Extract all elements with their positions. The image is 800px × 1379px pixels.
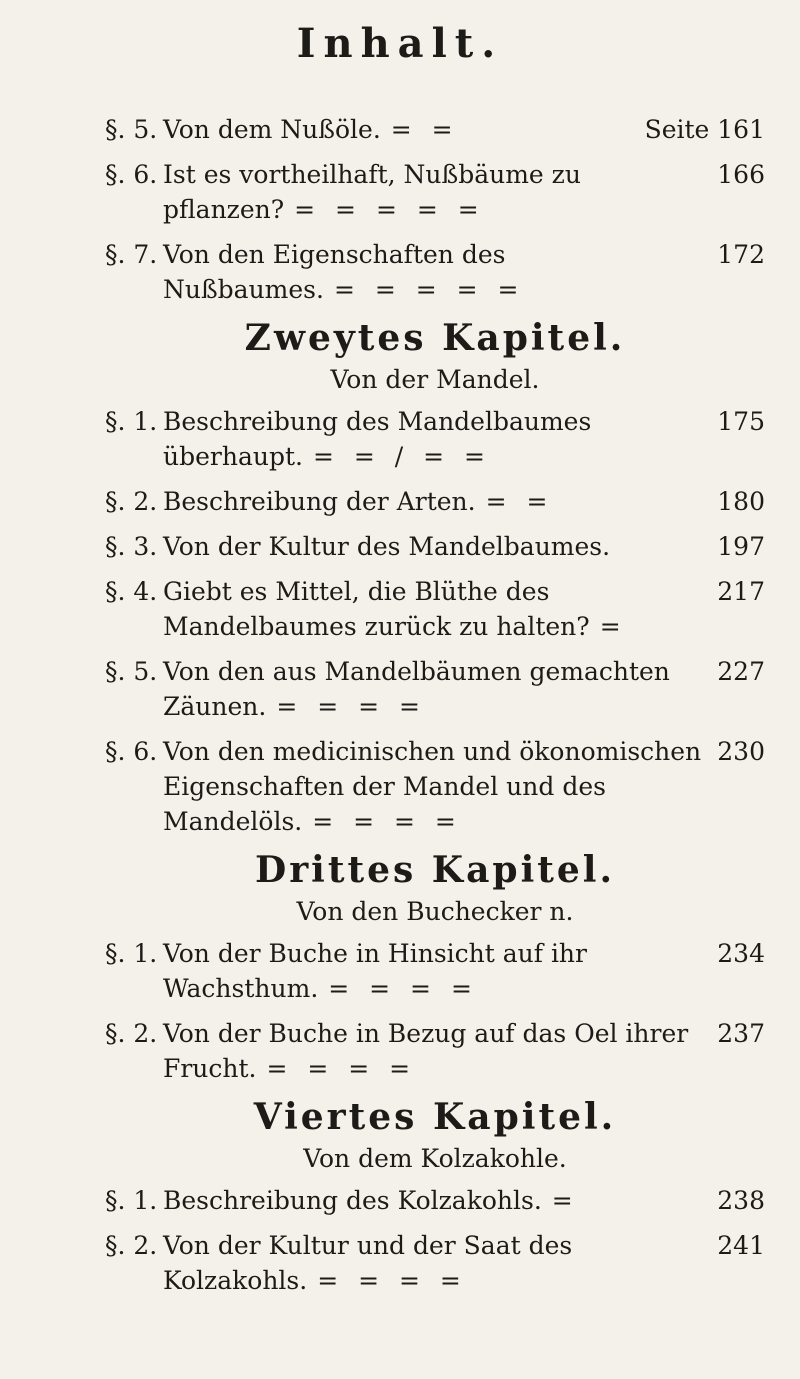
page-number: Seite 161: [644, 115, 765, 144]
entry-text: Giebt es Mittel, die Blüthe des Mandelbaumes zurück zu halten?: [163, 577, 590, 641]
entry-text: Von der Kultur und der Saat des Kolzakohls.: [163, 1231, 573, 1295]
chapter-subtitle: Von den Buchecker n.: [296, 897, 574, 926]
running-head: Inhalt.: [296, 20, 504, 67]
toc-entry: [105, 484, 765, 519]
page-number: 172: [717, 240, 765, 269]
toc-entry: [105, 654, 765, 724]
entry-text: Von der Kultur des Mandelbaumes.: [163, 532, 611, 561]
section-number: §. 1.: [105, 1186, 158, 1215]
entry-text: Von dem Nußöle.: [163, 115, 381, 144]
section-number: §. 1.: [105, 407, 158, 436]
entry-text: Von den aus Mandelbäumen gemachten Zäunen.: [163, 657, 670, 721]
toc-entry: [105, 936, 765, 1006]
page-number: 234: [717, 939, 765, 968]
dot-leaders: = = = = =: [333, 275, 525, 304]
dot-leaders: = = = =: [328, 974, 478, 1003]
dot-leaders: =: [599, 612, 627, 641]
dot-leaders: = = = =: [266, 1054, 417, 1083]
dot-leaders: = = = =: [317, 1266, 467, 1295]
page-number: 241: [717, 1231, 765, 1260]
page-number: 237: [717, 1019, 765, 1048]
section-number: §. 6.: [105, 160, 158, 189]
entry-text: Beschreibung des Kolzakohls.: [163, 1186, 542, 1215]
page-number: 197: [717, 532, 765, 561]
entry-text: Beschreibung des Mandelbaumes überhaupt.: [163, 407, 592, 471]
entry-text: Von der Buche in Bezug auf das Oel ihrer Frucht.: [163, 1019, 689, 1083]
section-number: §. 5.: [105, 115, 158, 144]
section-number: §. 1.: [105, 939, 158, 968]
toc-entry: [105, 574, 765, 644]
chapter-title: Drittes Kapitel.: [254, 849, 616, 891]
chapter-title: Viertes Kapitel.: [253, 1096, 617, 1138]
toc-entry: [105, 734, 765, 839]
dot-leaders: = =: [390, 115, 459, 144]
dot-leaders: = = = =: [276, 692, 426, 721]
page-number: 166: [717, 160, 765, 189]
section-number: §. 5.: [105, 657, 158, 686]
toc-entry: [105, 157, 765, 227]
dot-leaders: = =: [485, 487, 554, 516]
section-number: §. 6.: [105, 737, 158, 766]
entry-text: Von der Buche in Hinsicht auf ihr Wachsthum.: [163, 939, 587, 1003]
section-number: §. 2.: [105, 1231, 158, 1260]
section-number: §. 7.: [105, 240, 158, 269]
section-number: §. 3.: [105, 532, 158, 561]
toc-entry: [105, 112, 765, 147]
chapter-subtitle: Von dem Kolzakohle.: [303, 1144, 567, 1173]
toc-entry: [105, 237, 765, 307]
section-number: §. 4.: [105, 577, 158, 606]
page-number: 217: [717, 577, 765, 606]
page-number: 238: [717, 1186, 765, 1215]
toc-entry: [105, 404, 765, 474]
dot-leaders: =: [551, 1186, 579, 1215]
dot-leaders: = = = = =: [294, 195, 485, 224]
page-number: 230: [717, 737, 765, 766]
entry-text: Von den medicinischen und ökonomischen Eigenschaften der Mandel und des Mandelöls.: [163, 737, 702, 836]
toc-entry: [105, 1228, 765, 1298]
page-number: 180: [717, 487, 765, 516]
toc-entry: [105, 1183, 765, 1218]
toc-entry: [105, 1016, 765, 1086]
section-number: §. 2.: [105, 487, 158, 516]
section-number: §. 2.: [105, 1019, 158, 1048]
entry-text: Ist es vortheilhaft, Nußbäume zu pflanzen?: [163, 160, 581, 224]
entry-text: Beschreibung der Arten.: [163, 487, 476, 516]
dot-leaders: = = = =: [312, 807, 462, 836]
table-of-contents: [105, 112, 765, 1308]
chapter-title: Zweytes Kapitel.: [244, 317, 626, 359]
toc-entry: [105, 529, 765, 564]
page-number: 175: [717, 407, 765, 436]
chapter-subtitle: Von der Mandel.: [330, 365, 540, 394]
page-number: 227: [717, 657, 765, 686]
dot-leaders: = = / = =: [312, 442, 491, 471]
entry-text: Von den Eigenschaften des Nußbaumes.: [163, 240, 506, 304]
